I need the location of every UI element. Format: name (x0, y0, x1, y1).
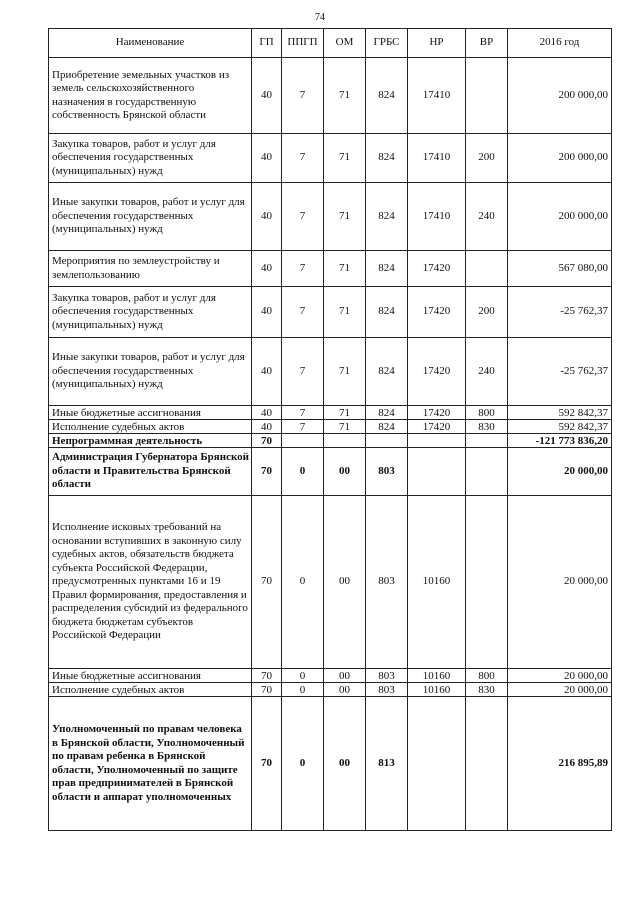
cell-ppgp: 0 (282, 448, 324, 496)
table-row (49, 58, 612, 134)
cell-np: 17420 (408, 287, 466, 338)
cell-name: Непрограммная деятельность (49, 434, 252, 448)
cell-gp: 40 (252, 406, 282, 420)
cell-grbs: 803 (366, 683, 408, 697)
cell-np (408, 434, 466, 448)
cell-gp: 70 (252, 697, 282, 831)
budget-table (48, 28, 612, 831)
cell-ppgp: 7 (282, 338, 324, 406)
cell-gp: 40 (252, 183, 282, 251)
cell-np: 17420 (408, 420, 466, 434)
header-grbs: ГРБС (366, 29, 408, 58)
cell-name: Приобретение земельных участков из земель сельскохозяйственного назначения в государственную собственность Брянской области (49, 58, 252, 134)
cell-gp: 40 (252, 251, 282, 287)
page-number: 74 (315, 12, 325, 23)
cell-ppgp: 7 (282, 406, 324, 420)
cell-gp: 40 (252, 58, 282, 134)
cell-vr: 200 (466, 287, 508, 338)
cell-ppgp: 7 (282, 183, 324, 251)
cell-om: 71 (324, 420, 366, 434)
cell-grbs: 824 (366, 134, 408, 183)
cell-amount: 200 000,00 (508, 134, 612, 183)
cell-vr: 240 (466, 183, 508, 251)
cell-ppgp: 7 (282, 134, 324, 183)
cell-amount: 20 000,00 (508, 496, 612, 669)
cell-ppgp: 0 (282, 496, 324, 669)
cell-grbs: 824 (366, 183, 408, 251)
cell-np (408, 448, 466, 496)
cell-om: 71 (324, 134, 366, 183)
cell-om: 71 (324, 338, 366, 406)
cell-grbs: 824 (366, 287, 408, 338)
cell-om: 71 (324, 58, 366, 134)
cell-grbs: 824 (366, 338, 408, 406)
table-row (49, 420, 612, 434)
table-row (49, 669, 612, 683)
cell-vr: 240 (466, 338, 508, 406)
cell-amount: 200 000,00 (508, 183, 612, 251)
cell-np: 17410 (408, 134, 466, 183)
header-np: НР (408, 29, 466, 58)
cell-gp: 40 (252, 338, 282, 406)
cell-om: 00 (324, 448, 366, 496)
cell-grbs: 824 (366, 406, 408, 420)
table-row (49, 183, 612, 251)
table-row (49, 434, 612, 448)
table-row (49, 251, 612, 287)
cell-vr: 800 (466, 406, 508, 420)
cell-om: 71 (324, 251, 366, 287)
cell-amount: 216 895,89 (508, 697, 612, 831)
cell-np: 17420 (408, 406, 466, 420)
table-header-row (49, 29, 612, 58)
cell-amount: 20 000,00 (508, 669, 612, 683)
cell-ppgp: 7 (282, 251, 324, 287)
cell-gp: 70 (252, 496, 282, 669)
cell-ppgp: 0 (282, 683, 324, 697)
cell-vr (466, 434, 508, 448)
cell-np: 10160 (408, 496, 466, 669)
cell-om: 00 (324, 683, 366, 697)
header-om: ОМ (324, 29, 366, 58)
table-row (49, 496, 612, 669)
cell-gp: 70 (252, 434, 282, 448)
cell-grbs: 803 (366, 496, 408, 669)
cell-name: Администрация Губернатора Брянской области и Правительства Брянской области (49, 448, 252, 496)
cell-amount: 20 000,00 (508, 683, 612, 697)
cell-amount: -25 762,37 (508, 287, 612, 338)
cell-amount: 592 842,37 (508, 406, 612, 420)
header-vr: ВР (466, 29, 508, 58)
table-row (49, 683, 612, 697)
cell-np: 17420 (408, 251, 466, 287)
header-name: Наименование (49, 29, 252, 58)
cell-amount: -25 762,37 (508, 338, 612, 406)
cell-vr (466, 251, 508, 287)
cell-name: Уполномоченный по правам человека в Брянской области, Уполномоченный по правам ребенка в Брянской области, Уполномоченный по защите прав предпринимателей в Брянской области и аппарат уполномоченных (49, 697, 252, 831)
table-row (49, 287, 612, 338)
cell-om: 00 (324, 669, 366, 683)
table-row (49, 406, 612, 420)
cell-vr (466, 448, 508, 496)
cell-ppgp: 7 (282, 287, 324, 338)
cell-name: Иные бюджетные ассигнования (49, 669, 252, 683)
cell-gp: 70 (252, 683, 282, 697)
cell-name: Закупка товаров, работ и услуг для обеспечения государственных (муниципальных) нужд (49, 134, 252, 183)
cell-amount: 20 000,00 (508, 448, 612, 496)
cell-om: 71 (324, 287, 366, 338)
cell-gp: 40 (252, 134, 282, 183)
cell-om: 00 (324, 697, 366, 831)
cell-grbs (366, 434, 408, 448)
cell-name: Закупка товаров, работ и услуг для обеспечения государственных (муниципальных) нужд (49, 287, 252, 338)
cell-grbs: 824 (366, 420, 408, 434)
cell-amount: 200 000,00 (508, 58, 612, 134)
cell-name: Исполнение исковых требований на основании вступивших в законную силу судебных актов, обязательств бюджета субъекта Российской Федерации, предусмотренных пунктами 16 и 19 Правил формирования, предоставления и распределения субсидий из федерального бюджета бюджетам субъектов Российской Федерации (49, 496, 252, 669)
cell-np: 17420 (408, 338, 466, 406)
cell-grbs: 824 (366, 58, 408, 134)
cell-vr (466, 58, 508, 134)
table-row (49, 338, 612, 406)
cell-name: Иные бюджетные ассигнования (49, 406, 252, 420)
cell-gp: 70 (252, 669, 282, 683)
cell-ppgp (282, 434, 324, 448)
cell-name: Исполнение судебных актов (49, 683, 252, 697)
cell-amount: 567 080,00 (508, 251, 612, 287)
cell-amount: 592 842,37 (508, 420, 612, 434)
cell-gp: 70 (252, 448, 282, 496)
header-gp: ГП (252, 29, 282, 58)
header-amount: 2016 год (508, 29, 612, 58)
cell-grbs: 803 (366, 669, 408, 683)
cell-np (408, 697, 466, 831)
table-row (49, 448, 612, 496)
cell-ppgp: 0 (282, 697, 324, 831)
cell-grbs: 813 (366, 697, 408, 831)
cell-amount: -121 773 836,20 (508, 434, 612, 448)
cell-ppgp: 0 (282, 669, 324, 683)
cell-name: Исполнение судебных актов (49, 420, 252, 434)
cell-gp: 40 (252, 420, 282, 434)
cell-np: 10160 (408, 669, 466, 683)
header-ppgp: ППГП (282, 29, 324, 58)
table-row (49, 697, 612, 831)
cell-vr: 830 (466, 683, 508, 697)
cell-np: 17410 (408, 183, 466, 251)
cell-np: 10160 (408, 683, 466, 697)
cell-om: 71 (324, 183, 366, 251)
cell-ppgp: 7 (282, 420, 324, 434)
cell-vr: 830 (466, 420, 508, 434)
cell-vr (466, 697, 508, 831)
table-row (49, 134, 612, 183)
cell-name: Мероприятия по землеустройству и землепользованию (49, 251, 252, 287)
cell-gp: 40 (252, 287, 282, 338)
cell-vr: 200 (466, 134, 508, 183)
cell-vr: 800 (466, 669, 508, 683)
cell-name: Иные закупки товаров, работ и услуг для обеспечения государственных (муниципальных) нужд (49, 338, 252, 406)
cell-name: Иные закупки товаров, работ и услуг для обеспечения государственных (муниципальных) нужд (49, 183, 252, 251)
cell-grbs: 803 (366, 448, 408, 496)
cell-om: 00 (324, 496, 366, 669)
cell-grbs: 824 (366, 251, 408, 287)
cell-om (324, 434, 366, 448)
cell-np: 17410 (408, 58, 466, 134)
cell-om: 71 (324, 406, 366, 420)
cell-vr (466, 496, 508, 669)
cell-ppgp: 7 (282, 58, 324, 134)
